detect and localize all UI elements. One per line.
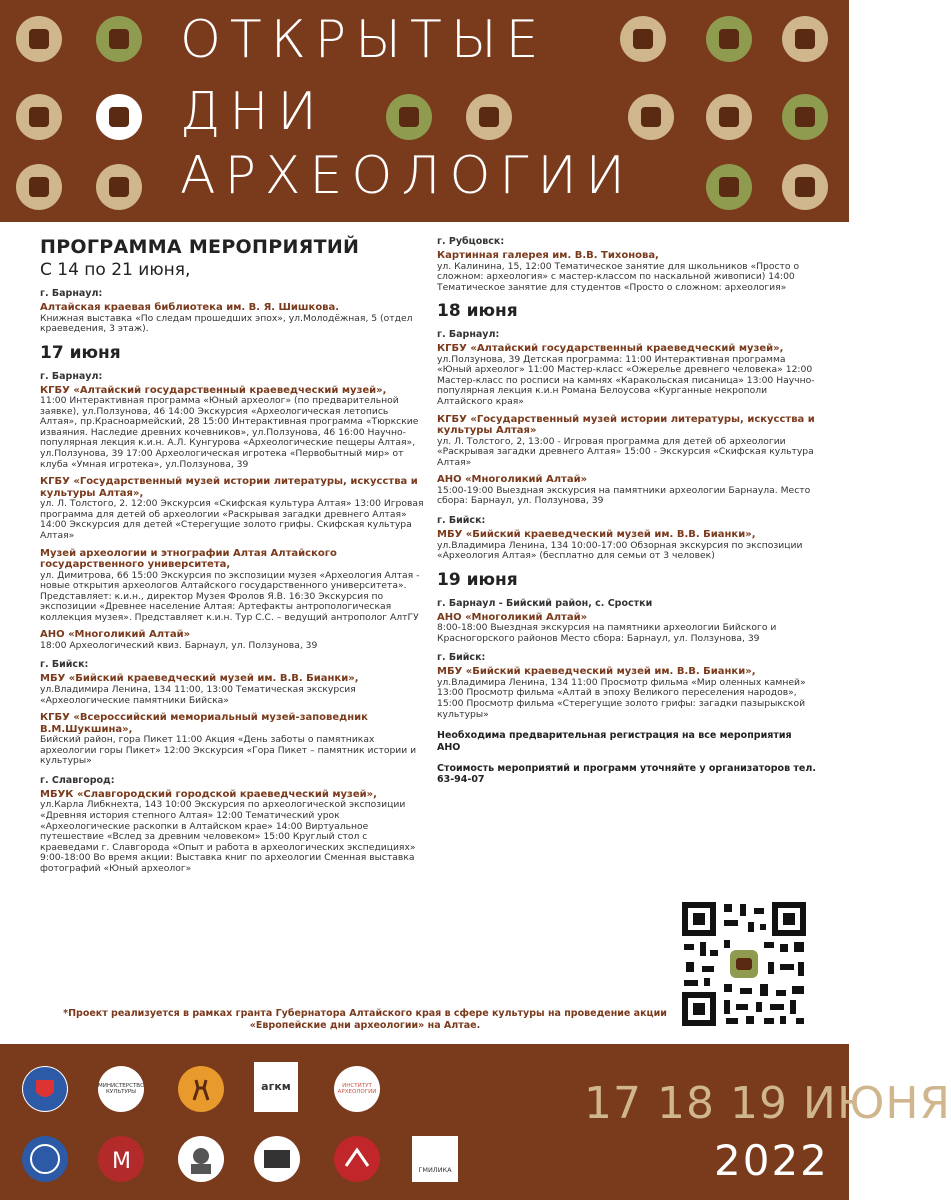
city-label: г. Бийск: — [437, 515, 486, 527]
footer-banner — [0, 1044, 951, 1200]
program-body — [0, 222, 849, 1044]
ornament-icon — [706, 164, 752, 210]
event-description: ул.Владимира Ленина, 134 11:00 Просмотр фильма «Мир оленных камней» 13:00 Просмотр фильма «Алтай в эпоху Великого переселения народов», 15:00 Просмотр фильма «Стерегущие золото грифы: загадки пазырыкской культуры» — [437, 676, 806, 720]
right-column — [437, 232, 817, 792]
event-description: Бийский район, гора Пикет 11:00 Акция «День заботы о памятниках археологии горы Пикет» 12:00 Экскурсия «Гора Пикет – памятник истории и культуры» — [40, 734, 417, 767]
event-description: ул.Карла Либкнехта, 143 10:00 Экскурсия по археологической экспозиции «Древняя история степного Алтая» 12:00 Тематический урок «Археологические раскопки в Алтайском крае» 14:00 Виртуальное путешествие «Вслед за древним человеком» 15:00 Круглый стол с краеведами г. Славгорода «Опыт и работа в археологических экспедициях» 9:00-18:00 Во время акции: Выставка книг по археологии Сменная выставка фотографий «Юный археолог» — [40, 799, 416, 874]
ministry-culture-logo: МИНИСТЕРСТВО КУЛЬТУРЫ — [98, 1066, 144, 1112]
org-name: АНО «Многоликий Алтай» — [437, 474, 588, 486]
registration-note: Необходима предварительная регистрация на все мероприятия АНО — [437, 730, 792, 753]
horse-icon — [782, 164, 828, 210]
event-description: ул.Владимира Ленина, 134 11:00, 13:00 Тематическая экскурсия «Археологические памятники Бийска» — [40, 683, 356, 706]
org-name: КГБУ «Всероссийский мемориальный музей-заповедник В.М.Шукшина», — [40, 712, 368, 735]
org-name: Картинная галерея им. В.В. Тихонова, — [437, 250, 659, 261]
day-heading: 19 июня — [437, 569, 518, 590]
museum-portrait-logo — [178, 1136, 224, 1182]
program-heading: ПРОГРАММА МЕРОПРИЯТИЙ — [40, 236, 360, 258]
org-name: Алтайская краевая библиотека им. В. Я. Шишкова. — [40, 302, 340, 313]
star-icon — [16, 94, 62, 140]
org-name: МБУ «Бийский краеведческий музей им. В.В. Бианки», — [437, 529, 756, 541]
org-name: КГБУ «Государственный музей истории литературы, искусства и культуры Алтая», — [40, 476, 418, 499]
pattern-icon — [96, 94, 142, 140]
org-name: АНО «Многоликий Алтай» — [437, 611, 588, 623]
institute-archaeology-logo: ИНСТИТУТ АРХЕОЛОГИИ — [334, 1066, 380, 1112]
org-name: Музей археологии и этнографии Алтая Алтайского государственного университета, — [40, 547, 337, 571]
gmilika-logo: ГМИЛИКА — [412, 1136, 458, 1182]
city-label: г. Бийск: — [40, 659, 89, 671]
svg-text:M: M — [112, 1149, 131, 1174]
vessel-icon — [96, 164, 142, 210]
org-name: МБУ «Бийский краеведческий музей им. В.В. Бианки», — [40, 673, 359, 685]
animal-icon — [620, 16, 666, 62]
event-year: 2022 — [714, 1136, 829, 1185]
org-name: МБУК «Славгородский городской краеведческий музей», — [40, 788, 377, 800]
university-logo — [22, 1136, 68, 1182]
event-description: 11:00 Интерактивная программа «Юный археолог» (по предварительной заявке), ул.Ползунова, 46 14:00 Экскурсия «Археологическая летопись Алтая», пр.Красноармейский, 28 15:00 Интерактивная программа «Тюркские изваяния. Наследие древних кочевников», ул.Ползунова, 46 16:00 Научно-популярная лекция к.и.н. А.Л. Кунгурова «Археологические пещеры Алтая», ул.Ползунова, 39 17:00 Археологическая игротека «Первобытный мир» от клуба «Умная игротека», ул.Ползунова, 39 — [40, 395, 419, 470]
title-line-3: АРХЕОЛОГИИ — [180, 146, 634, 206]
org-name: АНО «Многоликий Алтай» — [40, 629, 191, 641]
day-heading: 17 июня — [40, 342, 121, 363]
event-description: ул.Ползунова, 39 Детская программа: 11:00 Интерактивная программа «Юный археолог» 11:00 Мастер-класс «Ожерелье древнего человека» 12:00 Мастер-класс по росписи на камнях «Каракольская писаница» 13:00 Научно-популярная лекция к.и.н Романа Белоусова «Курганные некрополи Алтайского края» — [437, 353, 815, 408]
qr-code[interactable] — [680, 900, 808, 1028]
program-dates: С 14 по 21 июня, — [40, 260, 191, 280]
vessel-icon — [782, 16, 828, 62]
agkm-logo: агкм — [254, 1062, 298, 1112]
org-name: КГБУ «Алтайский государственный краеведческий музей», — [437, 343, 784, 355]
event-description: ул. Л. Толстого, 2, 13:00 - Игровая программа для детей об археологии «Раскрывая загадки древнего Алтая» 15:00 - Экскурсия «Скифская культура Алтая» — [437, 435, 814, 468]
city-label: г. Барнаул - Бийский район, с. Сростки — [437, 597, 653, 609]
city-label: г. Славгород: — [40, 774, 115, 786]
org-name: МБУ «Бийский краеведческий музей им. В.В. Бианки», — [437, 666, 756, 678]
event-description: 8:00-18:00 Выездная экскурсия на памятники археологии Бийского и Красногорского районов Место сбора: Барнаул, ул. Ползунова, 39 — [437, 622, 777, 644]
price-note: Стоимость мероприятий и программ уточняйте у организаторов тел. 63-94-07 — [437, 762, 816, 786]
day-heading: 18 июня — [437, 301, 518, 322]
event-dates: 17 18 19 ИЮНЯ — [584, 1078, 951, 1129]
city-label: г. Барнаул: — [40, 370, 103, 382]
deer-logo — [178, 1066, 224, 1112]
event-description: ул.Владимира Ленина, 134 10:00-17:00 Обзорная экскурсия по экспозиции «Археология Алтая» (бесплатно для семьи от 3 человек) — [437, 539, 803, 562]
event-description: ул. Димитрова, 66 15:00 Экскурсия по экспозиции музея «Археология Алтая - новые открытия археологов Алтайского государственного университета». Представляет: к.и.н., директор Музея Фролов Я.В. 16:30 Экскурсия по экспозиции «Древнее население Алтая: Артефакты антропологическая коллекция музея». Представляет к.и.н. Тур С.С. – ведущий антрополог АлтГУ — [40, 569, 420, 623]
event-description: 15:00-19:00 Выездная экскурсия на памятники археологии Барнаула. Место сбора: Барнаул, ул. Ползунова, 39 — [437, 484, 811, 507]
event-description: Книжная выставка «По следам прошедших эпох», ул.Молодёжная, 5 (отдел краеведения, 3 этаж). — [40, 312, 413, 335]
ornament-icon — [386, 94, 432, 140]
altai-coat-of-arms-logo — [22, 1066, 68, 1112]
ornament-icon — [96, 16, 142, 62]
biysk-museum-logo — [254, 1136, 300, 1182]
city-label: г. Бийск: — [437, 652, 486, 664]
horse-icon — [466, 94, 512, 140]
city-label: г. Рубцовск: — [437, 236, 505, 247]
ornament-icon — [782, 94, 828, 140]
ornament-icon — [706, 16, 752, 62]
left-column — [40, 232, 425, 880]
grant-note: *Проект реализуется в рамках гранта Губернатора Алтайского края в сфере культуры на проведение акции «Европейские дни археологии» на Алтае. — [63, 1008, 667, 1032]
event-description: ул. Л. Толстого, 2. 12:00 Экскурсия «Скифская культура Алтая» 13:00 Игровая программа для детей об археологии «Раскрывая загадки древнего Алтая» 14:00 Экскурсия для детей «Стерегущие золото грифы. Скифская культура Алтая» — [40, 498, 424, 541]
city-label: г. Барнаул: — [437, 329, 500, 341]
event-description: ул. Калинина, 15, 12:00 Тематическое занятие для школьников «Просто о сложном: археология» с мастер-классом по наскальной живописи) 14:00 Тематическое занятие для студентов «Просто о сложном: археология» — [437, 260, 800, 293]
vessel-icon — [706, 94, 752, 140]
org-name: КГБУ «Государственный музей истории литературы, искусства и культуры Алтая» — [437, 413, 815, 437]
event-description: 18:00 Археологический квиз. Барнаул, ул. Ползунова, 39 — [40, 639, 318, 651]
horse-icon — [16, 16, 62, 62]
red-emblem-logo — [334, 1136, 380, 1182]
title-line-2: ДНИ — [180, 82, 326, 142]
city-label: г. Барнаул: — [40, 288, 103, 299]
header-banner — [0, 0, 849, 222]
title-line-1: ОТКРЫТЫЕ — [180, 10, 548, 70]
org-name: КГБУ «Алтайский государственный краеведческий музей», — [40, 384, 387, 396]
bird-icon — [628, 94, 674, 140]
museum-m-logo — [98, 1136, 144, 1182]
bird-icon — [16, 164, 62, 210]
